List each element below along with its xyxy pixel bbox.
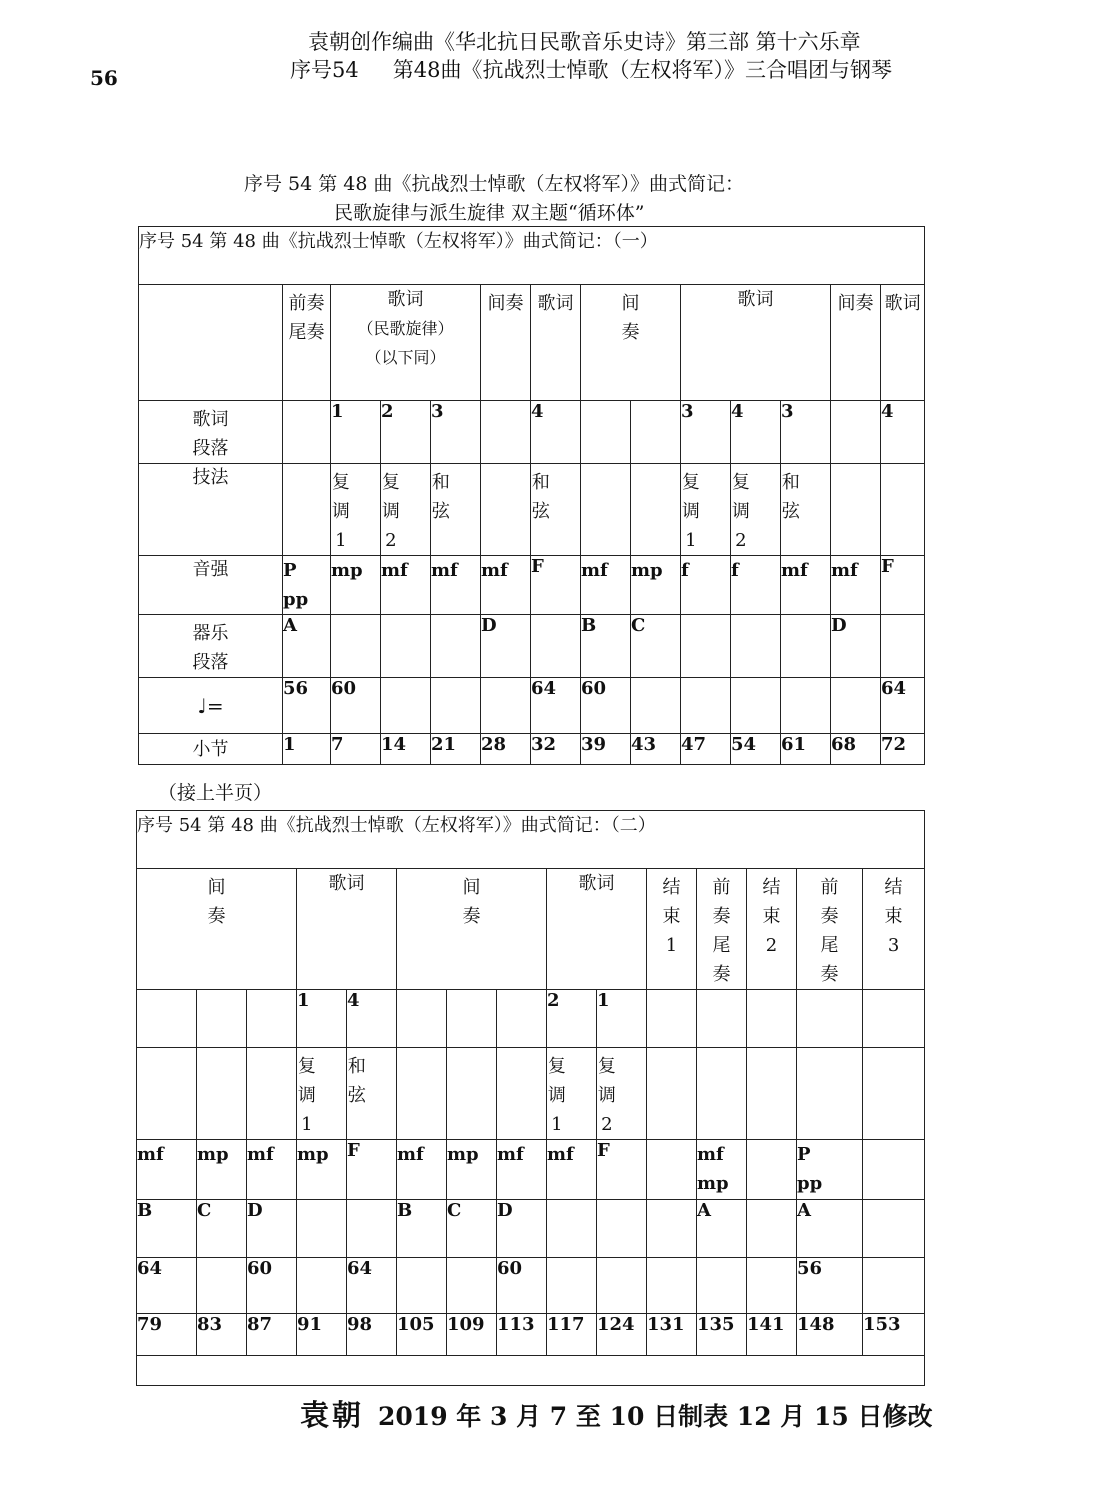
cell: 复调1 bbox=[297, 1048, 347, 1140]
cell bbox=[647, 1140, 697, 1200]
cell: 4 bbox=[731, 401, 781, 464]
header-text: 结束1 bbox=[662, 877, 681, 956]
cell: 和弦 bbox=[431, 464, 481, 556]
table2-row-instr-para bbox=[137, 1200, 925, 1258]
cell bbox=[397, 1048, 447, 1140]
cell bbox=[481, 464, 531, 556]
header-text: 前奏尾奏 bbox=[820, 877, 839, 985]
cell bbox=[863, 1258, 925, 1314]
cell: 复调2 bbox=[381, 464, 431, 556]
cell bbox=[381, 615, 431, 678]
cell bbox=[797, 990, 863, 1048]
cell: 91 bbox=[297, 1314, 347, 1356]
cell: mf bbox=[247, 1140, 297, 1200]
cell bbox=[447, 1048, 497, 1140]
cell bbox=[797, 1048, 863, 1140]
section-title-line-1: 序号 54 第 48 曲《抗战烈士悼歌（左权将军）》曲式简记： bbox=[244, 173, 745, 195]
cell: mp bbox=[197, 1140, 247, 1200]
cell bbox=[697, 990, 747, 1048]
cell bbox=[347, 1200, 397, 1258]
table2-row-lyric-para bbox=[137, 990, 925, 1048]
cell: 148 bbox=[797, 1314, 863, 1356]
cell: mf bbox=[547, 1140, 597, 1200]
cell: 98 bbox=[347, 1314, 397, 1356]
cell: 72 bbox=[881, 734, 925, 765]
cell: 54 bbox=[731, 734, 781, 765]
table2-row-technique bbox=[137, 1048, 925, 1140]
table1-row-technique bbox=[139, 464, 925, 556]
cell: 153 bbox=[863, 1314, 925, 1356]
header-text: 歌词 bbox=[387, 289, 424, 310]
cell bbox=[697, 1258, 747, 1314]
cell bbox=[647, 1200, 697, 1258]
cell: D bbox=[481, 615, 531, 678]
header-title: 第48曲《抗战烈士悼歌（左权将军）》三合唱团与钢琴 bbox=[392, 58, 892, 82]
cell: 43 bbox=[631, 734, 681, 765]
cell: mf bbox=[831, 556, 881, 615]
cell bbox=[297, 1200, 347, 1258]
cell: 和弦 bbox=[781, 464, 831, 556]
table2-row-dynamics bbox=[137, 1140, 925, 1200]
cell: 3 bbox=[681, 401, 731, 464]
table1-row-instr-para bbox=[139, 615, 925, 678]
cell: mf bbox=[497, 1140, 547, 1200]
row-label: 小节 bbox=[139, 734, 283, 765]
cell: 39 bbox=[581, 734, 631, 765]
cell bbox=[863, 1200, 925, 1258]
cell: F bbox=[881, 556, 925, 615]
cell bbox=[863, 1140, 925, 1200]
cell: 60 bbox=[247, 1258, 297, 1314]
table1-header-prelude bbox=[283, 285, 331, 401]
cell: D bbox=[247, 1200, 297, 1258]
continued-note: （接上半页） bbox=[158, 782, 273, 804]
row-label-tempo: ♩= bbox=[139, 678, 283, 734]
cell: 60 bbox=[497, 1258, 547, 1314]
cell: 109 bbox=[447, 1314, 497, 1356]
table1-header-lyrics bbox=[881, 285, 925, 401]
cell bbox=[597, 1200, 647, 1258]
cell bbox=[747, 1140, 797, 1200]
cell: 复调2 bbox=[731, 464, 781, 556]
footer bbox=[300, 1393, 933, 1434]
cell: 64 bbox=[137, 1258, 197, 1314]
cell bbox=[197, 990, 247, 1048]
cell: 105 bbox=[397, 1314, 447, 1356]
cell bbox=[481, 678, 531, 734]
cell bbox=[881, 615, 925, 678]
cell: 32 bbox=[531, 734, 581, 765]
table2-row-measures bbox=[137, 1314, 925, 1356]
cell: 和弦 bbox=[347, 1048, 397, 1140]
cell bbox=[647, 1258, 697, 1314]
cell bbox=[331, 615, 381, 678]
table1-header-interlude bbox=[581, 285, 681, 401]
cell bbox=[247, 990, 297, 1048]
cell bbox=[497, 1048, 547, 1140]
header-subtext: （以下同） bbox=[365, 348, 446, 367]
page-number: 56 bbox=[90, 66, 118, 90]
cell: 60 bbox=[331, 678, 381, 734]
cell bbox=[781, 615, 831, 678]
cell bbox=[731, 678, 781, 734]
header-line-1: 袁朝创作编曲《华北抗日民歌音乐史诗》第三部 第十六乐章 bbox=[308, 30, 861, 54]
cell: 4 bbox=[531, 401, 581, 464]
table1-header-lyrics bbox=[331, 285, 481, 401]
header-text: 歌词 bbox=[578, 873, 615, 894]
table2-title: 序号 54 第 48 曲《抗战烈士悼歌（左权将军）》曲式简记：（二） bbox=[137, 811, 925, 869]
cell: mp bbox=[447, 1140, 497, 1200]
cell bbox=[747, 990, 797, 1048]
cell: A bbox=[697, 1200, 747, 1258]
cell bbox=[863, 1048, 925, 1140]
cell bbox=[831, 401, 881, 464]
header-seq: 序号54 bbox=[290, 58, 359, 82]
cell bbox=[681, 615, 731, 678]
cell bbox=[381, 678, 431, 734]
cell bbox=[447, 990, 497, 1048]
cell bbox=[481, 401, 531, 464]
cell bbox=[647, 990, 697, 1048]
header-text: 结束3 bbox=[884, 877, 903, 956]
cell bbox=[297, 1258, 347, 1314]
cell: 56 bbox=[283, 678, 331, 734]
cell: D bbox=[497, 1200, 547, 1258]
cell: 14 bbox=[381, 734, 431, 765]
table1-row-lyric-para bbox=[139, 401, 925, 464]
cell: mf bbox=[581, 556, 631, 615]
cell: mf bbox=[397, 1140, 447, 1200]
cell bbox=[747, 1200, 797, 1258]
cell: 复调1 bbox=[547, 1048, 597, 1140]
table2-header-lyrics bbox=[297, 869, 397, 990]
cell: mf bbox=[137, 1140, 197, 1200]
table1-header-lyrics bbox=[681, 285, 831, 401]
table2-header-ending-1 bbox=[647, 869, 697, 990]
table1-header-corner bbox=[139, 285, 283, 401]
row-label: 技法 bbox=[139, 464, 283, 556]
header-text: 间奏 bbox=[487, 293, 524, 314]
cell: C bbox=[631, 615, 681, 678]
cell: mf mp bbox=[697, 1140, 747, 1200]
cell bbox=[881, 464, 925, 556]
cell: 79 bbox=[137, 1314, 197, 1356]
cell bbox=[831, 464, 881, 556]
cell: 3 bbox=[431, 401, 481, 464]
cell bbox=[547, 1200, 597, 1258]
cell bbox=[397, 990, 447, 1048]
cell: C bbox=[197, 1200, 247, 1258]
header-line-2 bbox=[290, 54, 892, 84]
cell bbox=[431, 678, 481, 734]
table2-header-prelude bbox=[797, 869, 863, 990]
cell: 135 bbox=[697, 1314, 747, 1356]
header-text: 间奏 bbox=[621, 293, 640, 343]
cell bbox=[781, 678, 831, 734]
cell: B bbox=[581, 615, 631, 678]
cell bbox=[631, 464, 681, 556]
cell: B bbox=[137, 1200, 197, 1258]
cell: 7 bbox=[331, 734, 381, 765]
header-subtext: （民歌旋律） bbox=[357, 319, 454, 338]
cell bbox=[531, 615, 581, 678]
cell: 64 bbox=[881, 678, 925, 734]
cell: 141 bbox=[747, 1314, 797, 1356]
footer-text: 2019 年 3 月 7 至 10 日制表 12 月 15 日修改 bbox=[378, 1402, 933, 1431]
header-text: 间奏 bbox=[207, 877, 226, 927]
cell: 1 bbox=[597, 990, 647, 1048]
cell: mp bbox=[297, 1140, 347, 1200]
cell: 1 bbox=[331, 401, 381, 464]
cell: 2 bbox=[381, 401, 431, 464]
cell: 60 bbox=[581, 678, 631, 734]
cell: C bbox=[447, 1200, 497, 1258]
header-text: 间奏 bbox=[837, 293, 874, 314]
table2-row-tempo bbox=[137, 1258, 925, 1314]
cell: 83 bbox=[197, 1314, 247, 1356]
cell: 3 bbox=[781, 401, 831, 464]
cell: 2 bbox=[547, 990, 597, 1048]
cell bbox=[497, 990, 547, 1048]
cell: 68 bbox=[831, 734, 881, 765]
cell: 87 bbox=[247, 1314, 297, 1356]
cell: 和弦 bbox=[531, 464, 581, 556]
cell: 复调1 bbox=[331, 464, 381, 556]
table1-row-dynamics bbox=[139, 556, 925, 615]
cell: mp bbox=[331, 556, 381, 615]
table2-header-lyrics bbox=[547, 869, 647, 990]
cell bbox=[631, 401, 681, 464]
cell: D bbox=[831, 615, 881, 678]
cell bbox=[547, 1258, 597, 1314]
cell bbox=[137, 1048, 197, 1140]
table2-header-interlude bbox=[397, 869, 547, 990]
cell bbox=[397, 1258, 447, 1314]
cell: 47 bbox=[681, 734, 731, 765]
cell bbox=[581, 401, 631, 464]
header-text: 歌词 bbox=[328, 873, 365, 894]
cell bbox=[447, 1258, 497, 1314]
cell: f bbox=[731, 556, 781, 615]
table1-row-measures bbox=[139, 734, 925, 765]
header-text: 间奏 bbox=[462, 877, 481, 927]
cell bbox=[647, 1048, 697, 1140]
cell: 56 bbox=[797, 1258, 863, 1314]
cell: F bbox=[531, 556, 581, 615]
cell: 131 bbox=[647, 1314, 697, 1356]
cell: 4 bbox=[881, 401, 925, 464]
cell: 64 bbox=[347, 1258, 397, 1314]
cell: A bbox=[283, 615, 331, 678]
row-label: 歌词段落 bbox=[139, 401, 283, 464]
cell: 复调2 bbox=[597, 1048, 647, 1140]
cell: 64 bbox=[531, 678, 581, 734]
cell: mf bbox=[481, 556, 531, 615]
cell: 1 bbox=[297, 990, 347, 1048]
cell bbox=[831, 678, 881, 734]
cell: 4 bbox=[347, 990, 397, 1048]
cell: mf bbox=[781, 556, 831, 615]
table1-header-interlude bbox=[481, 285, 531, 401]
cell: mf bbox=[381, 556, 431, 615]
cell: 117 bbox=[547, 1314, 597, 1356]
header-text: 歌词 bbox=[737, 289, 774, 310]
cell: A bbox=[797, 1200, 863, 1258]
cell: f bbox=[681, 556, 731, 615]
section-title-line-2: 民歌旋律与派生旋律 双主题“循环体” bbox=[334, 202, 645, 224]
table2-header-prelude bbox=[697, 869, 747, 990]
header-text: 歌词 bbox=[884, 293, 921, 314]
cell: 124 bbox=[597, 1314, 647, 1356]
cell bbox=[137, 990, 197, 1048]
form-table-1 bbox=[138, 226, 925, 765]
cell bbox=[747, 1258, 797, 1314]
table2-header-ending-3 bbox=[863, 869, 925, 990]
signature: 袁朝 bbox=[300, 1398, 365, 1432]
cell: B bbox=[397, 1200, 447, 1258]
cell bbox=[631, 678, 681, 734]
cell: 28 bbox=[481, 734, 531, 765]
table2-header-ending-2 bbox=[747, 869, 797, 990]
cell bbox=[747, 1048, 797, 1140]
header-text: 前奏尾奏 bbox=[288, 293, 325, 343]
header-text: 前奏尾奏 bbox=[712, 877, 731, 985]
cell bbox=[197, 1048, 247, 1140]
cell bbox=[863, 990, 925, 1048]
cell bbox=[581, 464, 631, 556]
cell: P pp bbox=[797, 1140, 863, 1200]
cell bbox=[431, 615, 481, 678]
cell: mf bbox=[431, 556, 481, 615]
table1-header-lyrics bbox=[531, 285, 581, 401]
cell: 1 bbox=[283, 734, 331, 765]
cell: F bbox=[597, 1140, 647, 1200]
cell bbox=[697, 1048, 747, 1140]
header-text: 歌词 bbox=[537, 293, 574, 314]
cell bbox=[283, 464, 331, 556]
cell: 113 bbox=[497, 1314, 547, 1356]
cell: F bbox=[347, 1140, 397, 1200]
cell bbox=[597, 1258, 647, 1314]
table1-title: 序号 54 第 48 曲《抗战烈士悼歌（左权将军）》曲式简记：（一） bbox=[139, 227, 925, 285]
cell bbox=[283, 401, 331, 464]
table1-row-tempo bbox=[139, 678, 925, 734]
form-table-2 bbox=[136, 810, 925, 1386]
cell: 复调1 bbox=[681, 464, 731, 556]
cell: P pp bbox=[283, 556, 331, 615]
cell: mp bbox=[631, 556, 681, 615]
table1-header-interlude bbox=[831, 285, 881, 401]
cell bbox=[681, 678, 731, 734]
row-label: 音强 bbox=[139, 556, 283, 615]
cell bbox=[247, 1048, 297, 1140]
cell bbox=[197, 1258, 247, 1314]
cell: 21 bbox=[431, 734, 481, 765]
table2-empty-row bbox=[137, 1356, 925, 1386]
row-label: 器乐段落 bbox=[139, 615, 283, 678]
table2-header-interlude bbox=[137, 869, 297, 990]
header-text: 结束2 bbox=[762, 877, 781, 956]
cell bbox=[731, 615, 781, 678]
cell: 61 bbox=[781, 734, 831, 765]
